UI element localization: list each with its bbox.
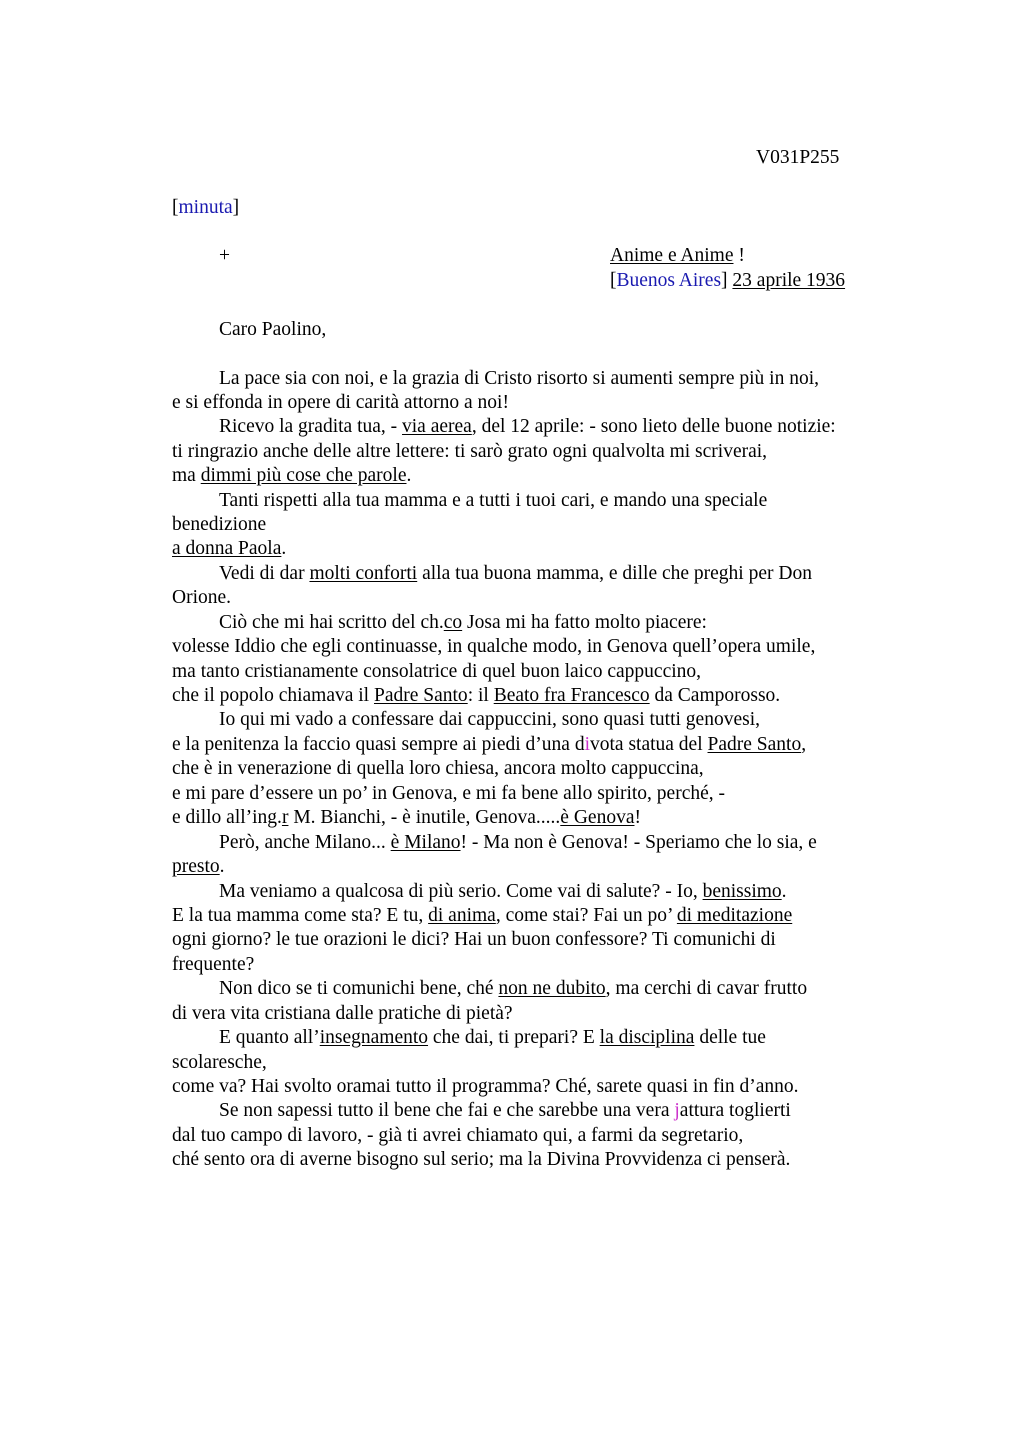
body-line: che il popolo chiamava il Padre Santo: il Beato fra Francesco da Camporosso. [172,685,781,706]
body-line: La pace sia con noi, e la grazia di Cristo risorto si aumenti sempre più in noi, [219,368,820,389]
body-line: ma dimmi più cose che parole. [172,465,412,486]
body-line: Se non sapessi tutto il bene che fai e che sarebbe una vera jattura toglierti [219,1100,791,1121]
document-code: V031P255 [756,147,840,168]
body-line: Ricevo la gradita tua, - via aerea, del 12 aprile: - sono lieto delle buone notizie: [219,416,836,437]
correction-mark: j [674,1100,680,1121]
place-date: [Buenos Aires] 23 aprile 1936 [610,270,846,291]
body-line: Io qui mi vado a confessare dai cappuccini, sono quasi tutti genovesi, [219,709,760,730]
body-line: di vera vita cristiana dalle pratiche di pietà? [172,1003,513,1024]
body-line: Ma veniamo a qualcosa di più serio. Come vai di salute? - Io, benissimo. [219,881,787,902]
body-line: e dillo all’ing.r M. Bianchi, - è inutile, Genova.....è Genova! [172,807,641,828]
body-line: benedizione [172,514,267,535]
body-line: Vedi di dar molti conforti alla tua buona mamma, e dille che preghi per Don [219,563,812,584]
body-line: come va? Hai svolto oramai tutto il programma? Ché, sarete quasi in fin d’anno. [172,1076,799,1097]
body-line: Tanti rispetti alla tua mamma e a tutti i tuoi cari, e mando una speciale [219,490,768,511]
body-line: ché sento ora di averne bisogno sul serio; ma la Divina Provvidenza ci penserà. [172,1149,791,1170]
body-line: scolaresche, [172,1052,267,1073]
correction-mark: i [584,734,590,755]
body-line: ma tanto cristianamente consolatrice di quel buon laico cappuccino, [172,661,702,682]
motto: Anime e Anime ! [610,245,745,266]
body-line: e si effonda in opere di carità attorno a noi! [172,392,509,413]
body-line: E quanto all’insegnamento che dai, ti prepari? E la disciplina delle tue [219,1027,766,1048]
body-line: e la penitenza la faccio quasi sempre ai piedi d’una divota statua del Padre Santo, [172,734,807,755]
body-line: Orione. [172,587,232,608]
place-name: Buenos Aires [616,270,722,291]
note-minuta: minuta [178,197,233,218]
body-line: dal tuo campo di lavoro, - già ti avrei chiamato qui, a farmi da segretario, [172,1125,744,1146]
letter-date: 23 aprile 1936 [732,270,846,291]
body-line: presto. [172,856,225,877]
body-line: a donna Paola. [172,538,287,559]
body-line: ogni giorno? le tue orazioni le dici? Hai un buon confessore? Ti comunichi di [172,929,776,950]
body-line: Ciò che mi hai scritto del ch.co Josa mi ha fatto molto piacere: [219,612,707,633]
body-line: Però, anche Milano... è Milano! - Ma non è Genova! - Speriamo che lo sia, e [219,832,817,853]
body-line: Non dico se ti comunichi bene, ché non ne dubito, ma cerchi di cavar frutto [219,978,808,999]
body-line: e mi pare d’essere un po’ in Genova, e mi fa bene allo spirito, perché, - [172,783,726,804]
body-line: E la tua mamma come sta? E tu, di anima, come stai? Fai un po’ di meditazione [172,905,793,926]
body-line: volesse Iddio che egli continuasse, in qualche modo, in Genova quell’opera umile, [172,636,816,657]
body-line: che è in venerazione di quella loro chiesa, ancora molto cappuccina, [172,758,704,779]
editorial-note: [minuta] [172,197,240,218]
body-line: ti ringrazio anche delle altre lettere: ti sarò grato ogni qualvolta mi scriverai, [172,441,768,462]
body-line: frequente? [172,954,255,975]
salutation: Caro Paolino, [219,319,327,340]
cross-symbol: + [219,245,230,266]
